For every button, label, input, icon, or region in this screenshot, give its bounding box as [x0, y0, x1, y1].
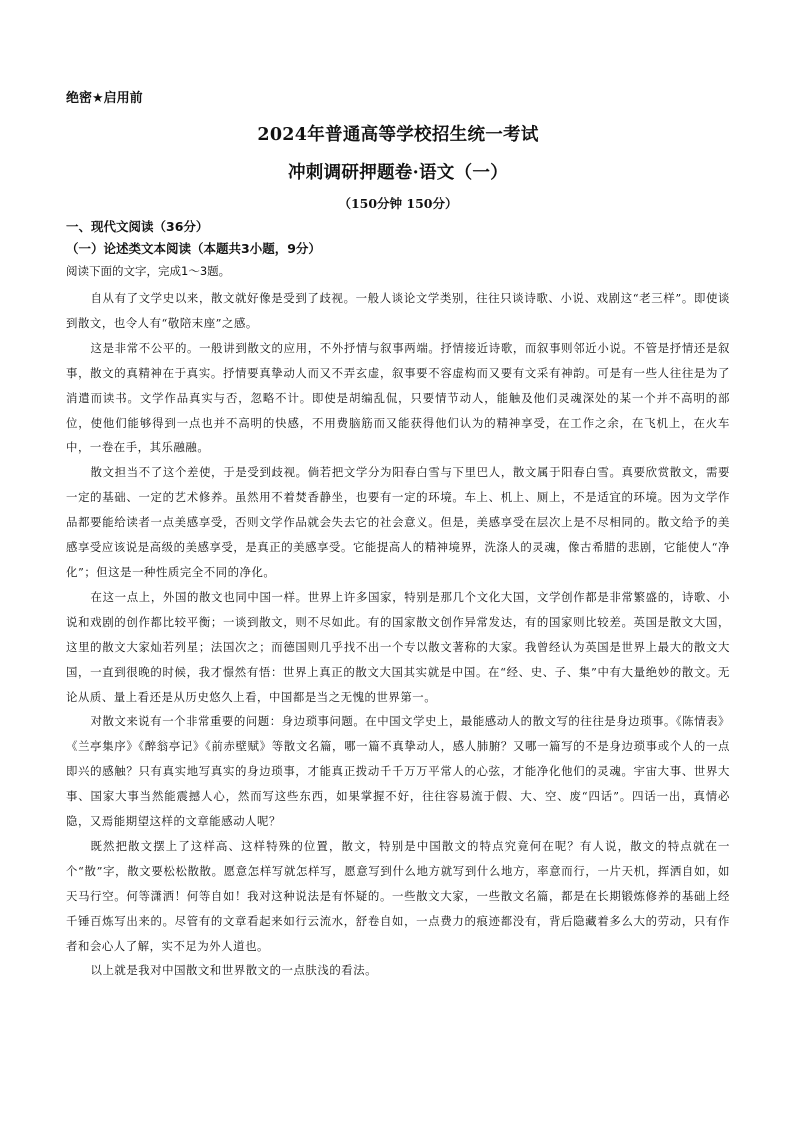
- section-heading: 一、现代文阅读（36分）: [66, 219, 209, 234]
- reading-instruction: 阅读下面的文字，完成1～3题。: [66, 264, 231, 278]
- exam-subtitle: 冲刺调研押题卷·语文（一）: [288, 163, 508, 183]
- passage-paragraph-4: 在这一点上，外国的散文也同中国一样。世界上许多国家，特别是那几个文化大国，文学创作都是非常繁盛的，诗歌、小说和戏剧的创作都比较平衡；一谈到散文，则不尽如此。有的国家散文创作异常发达，有的国家则比较差。英国是散文大国，这里的散文大家灿若列星；法国次之；而德国则几乎找不出一个专以散文著称的大家。我曾经认为英国是世界上最大的散文大国，一直到很晚的时候，我才憬然有悟：世界上真正的散文大国其实就是中国。在“经、史、子、集”中有大量绝妙的散文。无论从质、量上看还是从历史悠久上看，中国都是当之无愧的世界第一。: [66, 589, 730, 704]
- confidential-label: 绝密★启用前: [66, 91, 143, 106]
- exam-page: [66, 88, 730, 983]
- passage-paragraph-2: 这是非常不公平的。一般讲到散文的应用，不外抒情与叙事两端。抒情接近诗歌，而叙事则邻近小说。不管是抒情还是叙事，散文的真精神在于真实。抒情要真挚动人而又不弄玄虚，叙事要不容虚构而又要有文采有神韵。可是有一些人往往是为了消遣而读书。文学作品真实与否，忽略不计。即使是胡编乱侃，只要情节动人，能触及他们灵魂深处的某一个并不高明的部位，使他们能够得到一点也并不高明的快感，不用费脑筋而又能获得他们认为的精神享受，在工作之余，在飞机上，在火车中，一卷在手，其乐融融。: [66, 340, 730, 455]
- passage-paragraph-1: 自从有了文学史以来，散文就好像是受到了歧视。一般人谈论文学类别，往往只谈诗歌、小说、戏剧这“老三样”。即使谈到散文，也令人有“敬陪末座”之感。: [66, 291, 730, 330]
- passage-paragraph-5: 对散文来说有一个非常重要的问题：身边琐事问题。在中国文学史上，最能感动人的散文写的往往是身边琐事。《陈情表》《兰亭集序》《醉翁亭记》《前赤壁赋》等散文名篇，哪一篇不真挚动人，感人肺腑？又哪一篇写的不是身边琐事或个人的一点即兴的感触？只有真实地写真实的身边琐事，才能真正拨动千千万万平常人的心弦，才能净化他们的灵魂。宇宙大事、世界大事、国家大事当然能震撼人心，然而写这些东西，如果掌握不好，往往容易流于假、大、空、废“四话”。四话一出，真情必隐，又焉能期望这样的文章能感动人呢？: [66, 714, 730, 829]
- passage-paragraph-7: 以上就是我对中国散文和世界散文的一点肤浅的看法。: [90, 963, 378, 978]
- passage-paragraph-6: 既然把散文摆上了这样高、这样特殊的位置，散文，特别是中国散文的特点究竟何在呢？有人说，散文的特点就在一个“散”字，散文要松松散散。愿意怎样写就怎样写，愿意写到什么地方就写到什么地方，率意而行，一片天机，挥洒自如，如天马行空。何等潇洒！何等自如！我对这种说法是有怀疑的。一些散文大家，一些散文名篇，都是在长期锻炼修养的基础上经千锤百炼写出来的。尽管有的文章看起来如行云流水，舒卷自如，一点费力的痕迹都没有，背后隐藏着多么大的劳动，只有作者和会心人了解，实不足为外人道也。: [66, 838, 730, 953]
- exam-title: 2024年普通高等学校招生统一考试: [257, 125, 539, 145]
- reading-passage: [66, 286, 730, 983]
- section-subheading: （一）论述类文本阅读（本题共3小题，9分）: [66, 241, 321, 256]
- exam-duration: （150分钟 150分）: [338, 196, 458, 211]
- passage-paragraph-3: 散文担当不了这个差使，于是受到歧视。倘若把文学分为阳春白雪与下里巴人，散文属于阳春白雪。真要欣赏散文，需要一定的基础、一定的艺术修养。虽然用不着焚香静坐，也要有一定的环境。车上、机上、厕上，不是适宜的环境。因为文学作品都要能给读者一点美感享受，否则文学作品就会失去它的社会意义。但是，美感享受在层次上是不尽相同的。散文给予的美感享受应该说是高级的美感享受，是真正的美感享受。它能提高人的精神境界，洗涤人的灵魂，像古希腊的悲剧，它能使人“净化”；但这是一种性质完全不同的净化。: [66, 465, 730, 579]
